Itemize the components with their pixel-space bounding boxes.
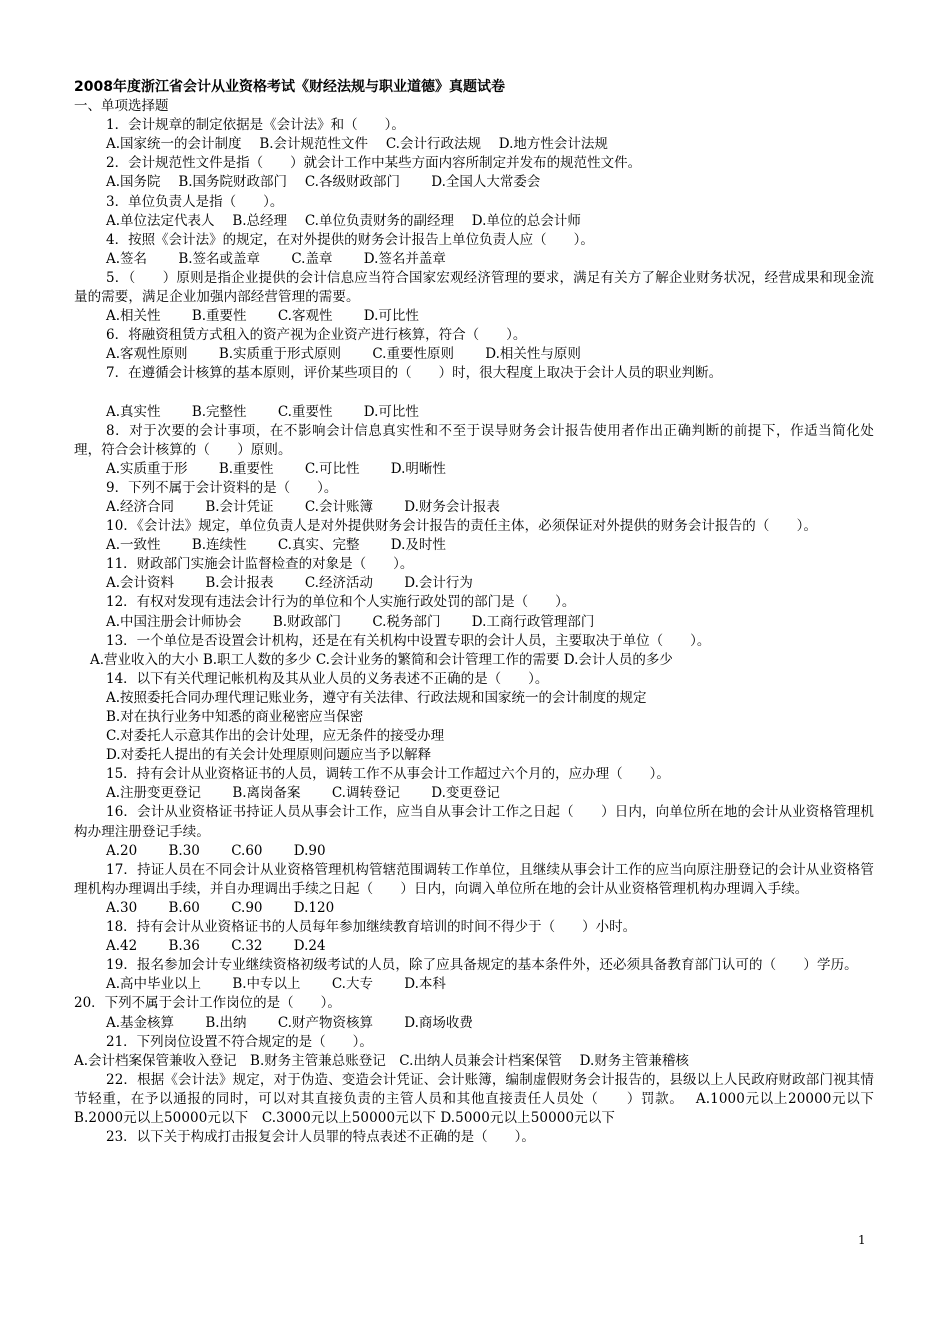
- text-line: 8．对于次要的会计事项，在不影响会计信息真实性和不至于误导财务会计报告使用者作出正确判断的前提下，作适当简化处理，符合会计核算的（ ）原则。: [74, 422, 874, 458]
- blank-line: [74, 384, 874, 403]
- text-line: 2．会计规范性文件是指（ ）就会计工作中某些方面内容所制定并发布的规范性文件。: [106, 155, 642, 172]
- text-line: A.30 B.60 C.90 D.120: [106, 899, 335, 916]
- text-line: A.实质重于形 B.重要性 C.可比性 D.明晰性: [106, 460, 446, 477]
- text-line: 18．持有会计从业资格证书的人员每年参加继续教育培训的时间不得少于（ ）小时。: [106, 919, 637, 936]
- text-line: A.客观性原则 B.实质重于形式原则 C.重要性原则 D.相关性与原则: [106, 346, 581, 363]
- text-line: A.注册变更登记 B.离岗备案 C.调转登记 D.变更登记: [106, 785, 500, 802]
- page-number: 1: [858, 1233, 866, 1247]
- text-line: 3．单位负责人是指（ ）。: [106, 193, 284, 210]
- text-line: 22．根据《会计法》规定，对于伪造、变造会计凭证、会计账簿，编制虚假财务会计报告的，县级以上人民政府财政部门视其情节轻重，在予以通报的同时，可以对其直接负责的主管人员和其他直接责任人员处（ ）罚款。 A.1000元以上20000元以下 B.2000元以上50000元以下 C.3000元以上50000元以下 D.5000元以上50000元以下: [74, 1071, 874, 1126]
- text-line: D.对委托人提出的有关会计处理原则问题应当予以解释: [106, 747, 432, 764]
- text-line: 23．以下关于构成打击报复会计人员罪的特点表述不正确的是（ ）。: [106, 1129, 535, 1146]
- text-line: 17．持证人员在不同会计从业资格管理机构管辖范围调转工作单位，且继续从事会计工作的应当向原注册登记的会计从业资格管理机构办理调出手续，并自办理调出手续之日起（ ）日内，向调入单位所在地的会计从业资格管理机构办理调入手续。: [74, 861, 874, 897]
- text-line: C.对委托人示意其作出的会计处理，应无条件的接受办理: [106, 728, 445, 745]
- text-line: 5．（ ）原则是指企业提供的会计信息应当符合国家宏观经济管理的要求，满足有关方了解企业财务状况，经营成果和现金流量的需要，满足企业加强内部经营管理的需要。: [74, 269, 874, 306]
- text-line: A.一致性 B.连续性 C.真实、完整 D.及时性: [106, 537, 446, 554]
- text-line: A.经济合同 B.会计凭证 C.会计账簿 D.财务会计报表: [106, 498, 500, 515]
- text-line: A.按照委托合同办理代理记账业务，遵守有关法律、行政法规和国家统一的会计制度的规定: [106, 689, 647, 706]
- text-line: A.会计档案保管兼收入登记 B.财务主管兼总账登记 C.出纳人员兼会计档案保管 D.财务主管兼稽核: [74, 1052, 689, 1069]
- text-line: 21．下列岗位设置不符合规定的是（ ）。: [106, 1033, 373, 1050]
- text-line: A.高中毕业以上 B.中专以上 C.大专 D.本科: [106, 976, 446, 993]
- text-line: 11．财政部门实施会计监督检查的对象是（ ）。: [106, 556, 414, 573]
- text-line: 20．下列不属于会计工作岗位的是（ ）。: [74, 995, 341, 1012]
- text-line: 1．会计规章的制定依据是《会计法》和（ ）。: [106, 117, 405, 134]
- text-line: A.营业收入的大小 B.职工人数的多少 C.会计业务的繁简和会计管理工作的需要 D.会计人员的多少: [90, 651, 673, 668]
- text-line: A.国务院 B.国务院财政部门 C.各级财政部门 D.全国人大常委会: [106, 174, 541, 191]
- text-line: A.会计资料 B.会计报表 C.经济活动 D.会计行为: [106, 575, 473, 592]
- text-line: A.基金核算 B.出纳 C.财产物资核算 D.商场收费: [106, 1014, 473, 1031]
- text-line: 4．按照《会计法》的规定，在对外提供的财务会计报告上单位负责人应（ ）。: [106, 231, 594, 248]
- text-line: 10．《会计法》规定，单位负责人是对外提供财务会计报告的责任主体，必须保证对外提供的财务会计报告的（ ）。: [106, 518, 818, 535]
- text-line: A.真实性 B.完整性 C.重要性 D.可比性: [106, 403, 419, 420]
- text-line: 12．有权对发现有违法会计行为的单位和个人实施行政处罚的部门是（ ）。: [106, 594, 576, 611]
- text-line: 14．以下有关代理记帐机构及其从业人员的义务表述不正确的是（ ）。: [106, 670, 549, 687]
- text-line: 7．在遵循会计核算的基本原则，评价某些项目的（ ）时，很大程度上取决于会计人员的职业判断。: [106, 365, 723, 382]
- text-line: 15．持有会计从业资格证书的人员，调转工作不从事会计工作超过六个月的，应办理（ ）。: [106, 766, 670, 783]
- text-line: A.签名 B.签名或盖章 C.盖章 D.签名并盖章: [106, 250, 446, 267]
- document-page: [74, 78, 874, 1147]
- text-line: 13．一个单位是否设置会计机构，还是在有关机构中设置专职的会计人员，主要取决于单位（ ）。: [106, 632, 711, 649]
- text-line: A.单位法定代表人 B.总经理 C.单位负责财务的副经理 D.单位的总会计师: [106, 212, 581, 229]
- question-list: [74, 116, 874, 1147]
- text-line: 6．将融资租赁方式租入的资产视为企业资产进行核算，符合（ ）。: [106, 327, 527, 344]
- text-line: A.国家统一的会计制度 B.会计规范性文件 C.会计行政法规 D.地方性会计法规: [106, 136, 608, 153]
- text-line: 9．下列不属于会计资料的是（ ）。: [106, 479, 338, 496]
- text-line: A.相关性 B.重要性 C.客观性 D.可比性: [106, 308, 419, 325]
- text-line: A.中国注册会计师协会 B.财政部门 C.税务部门 D.工商行政管理部门: [106, 613, 595, 630]
- text-line: 19．报名参加会计专业继续资格初级考试的人员，除了应具备规定的基本条件外，还必须具备教育部门认可的（ ）学历。: [106, 957, 858, 974]
- document-title: 2008年度浙江省会计从业资格考试《财经法规与职业道德》真题试卷: [74, 79, 505, 95]
- text-line: B.对在执行业务中知悉的商业秘密应当保密: [106, 709, 364, 725]
- text-line: 16．会计从业资格证书持证人员从事会计工作，应当自从事会计工作之日起（ ）日内，向单位所在地的会计从业资格管理机构办理注册登记手续。: [74, 804, 874, 840]
- text-line: A.20 B.30 C.60 D.90: [106, 842, 326, 859]
- text-line: A.42 B.36 C.32 D.24: [106, 938, 326, 955]
- section-heading: 一、单项选择题: [74, 98, 169, 115]
